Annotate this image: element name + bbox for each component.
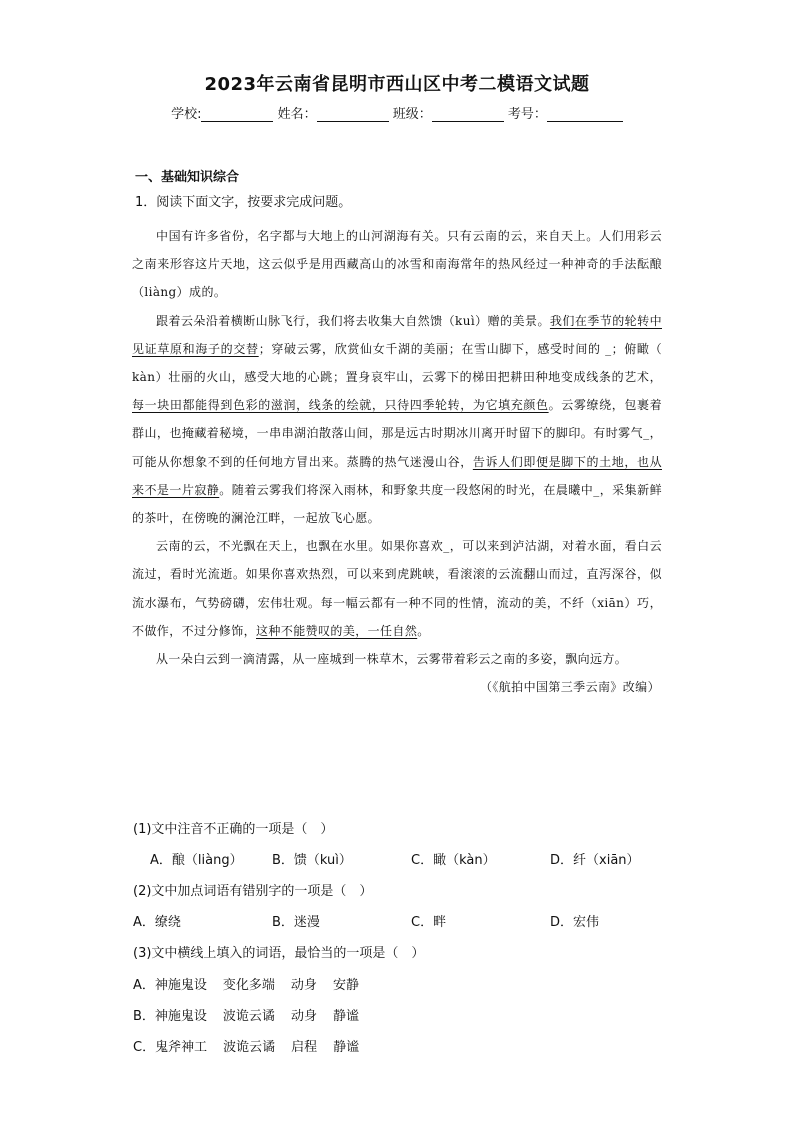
question-2-stem: (2)文中加点词语有错别字的一项是（ ）	[133, 884, 373, 899]
question-3-stem: (3)文中横线上填入的词语，最恰当的一项是（ ）	[133, 946, 425, 961]
q2-option-b[interactable]: B．迷漫	[272, 915, 320, 930]
q1-option-c[interactable]: C．瞰（kàn）	[411, 853, 496, 868]
underlined-sentence: 我们在季节的轮转中见证草原和海子的交替	[132, 313, 662, 356]
option-word: 波诡云谲	[223, 1040, 276, 1055]
option-word: 动身	[290, 978, 317, 993]
school-blank	[201, 107, 273, 122]
option-word: 静谧	[333, 1040, 360, 1055]
option-word: 启程	[291, 1040, 318, 1055]
option-word: 波诡云谲	[222, 1009, 275, 1024]
school-label: 学校:	[171, 107, 202, 122]
option-word: 变化多端	[222, 978, 275, 993]
option-word: A．神施鬼设	[133, 978, 207, 993]
passage-text: ；穿破云雾，欣赏仙女千湖的美丽；在雪山脚下，感受时间的 _；俯瞰（ kàn）壮丽的火山，感受大地的心跳；置身哀牢山，云雾下的梯田把耕田种地变成线条的艺术，	[132, 341, 662, 385]
q2-option-a[interactable]: A．缭绕	[133, 915, 181, 930]
option-word: B．神施鬼设	[133, 1009, 207, 1024]
option-word: 动身	[290, 1009, 317, 1024]
passage-source: （《航拍中国第三季云南》改编）	[479, 680, 660, 695]
passage-text: 。随着云雾我们将深入雨林，和野象共度一段悠闲的时光，在晨曦中_，采集新鲜的茶叶，在傍晚的澜沧江畔，一起放飞心愿。	[132, 482, 662, 526]
q1-option-b[interactable]: B．馈（kuì）	[272, 853, 352, 868]
passage-text: 跟着云朵沿着横断山脉飞行，我们将去收集大自然馈（kuì）赠的美景。	[156, 313, 550, 328]
option-word: 静谧	[332, 1009, 359, 1024]
passage-text: 。云雾缭绕，包裹着群山，也掩藏着秘境，一串串湖泊散落山间，那是远古时期冰川离开时留下的脚印。有时雾气_，可能从你想象不到的任何地方冒出来。蒸腾的热气迷漫山谷，	[132, 398, 663, 469]
reading-passage	[132, 222, 662, 701]
q3-option-b[interactable]	[133, 1005, 375, 1024]
underlined-sentence: 每一块田都能得到色彩的滋润，线条的绘就，只待四季轮转，为它填充颜色	[132, 398, 549, 413]
passage-paragraph-1: 中国有许多省份，名字都与大地上的山河湖海有关。只有云南的云，来自天上。人们用彩云之南来形容这片天地，这云似乎是用西藏高山的冰雪和南海常年的热风经过一种神奇的手法酝酿（liàng）成的。	[132, 229, 662, 300]
name-blank	[317, 107, 389, 122]
passage-paragraph-3	[132, 532, 662, 645]
underlined-sentence: 这种不能赞叹的美，一任自然	[256, 623, 418, 638]
exam-number-blank	[547, 107, 623, 122]
exam-number-label: 考号：	[507, 107, 547, 122]
passage-text: 云南的云，不光飘在天上，也飘在水里。如果你喜欢_，可以来到泸沽湖，对着水面，看白云流过，看时光流逝。如果你喜欢热烈，可以来到虎跳峡，看滚滚的云流翻山而过，直泻深谷，似流水瀑布，气势磅礴，宏伟壮观。每一幅云都有一种不同的性情，流动的美，不纤（xiān）巧，不做作，不过分修饰，	[132, 539, 662, 638]
q1-option-d[interactable]: D．纤（xiān）	[550, 853, 640, 868]
class-label: 班级：	[392, 107, 432, 122]
option-word: 安静	[332, 978, 359, 993]
q1-option-a[interactable]: A．酿（liàng）	[150, 853, 243, 868]
class-blank	[432, 107, 504, 122]
page-title: 2023年云南省昆明市西山区中考二模语文试题	[204, 74, 590, 95]
question-1-stem: (1)文中注音不正确的一项是（ ）	[133, 822, 334, 837]
section-heading: 一、基础知识综合	[135, 170, 240, 185]
q2-option-d[interactable]: D．宏伟	[550, 915, 600, 930]
underlined-sentence: 告诉人们即便是脚下的土地，也从来不是一片寂静	[132, 454, 662, 497]
name-label: 姓名：	[277, 107, 317, 122]
passage-paragraph-4: 从一朵白云到一滴清露，从一座城到一株草木，云雾带着彩云之南的多姿，飘向远方。	[156, 652, 628, 667]
passage-paragraph-2	[132, 307, 662, 533]
q2-option-c[interactable]: C．畔	[411, 915, 447, 930]
question-1-instruction: 1．阅读下面文字，按要求完成问题。	[135, 195, 352, 210]
student-info-line	[0, 103, 794, 122]
q3-option-a[interactable]	[133, 974, 375, 993]
passage-text: 。	[417, 623, 430, 638]
option-word: C．鬼斧神工	[133, 1040, 208, 1055]
q3-option-c[interactable]	[133, 1036, 375, 1055]
